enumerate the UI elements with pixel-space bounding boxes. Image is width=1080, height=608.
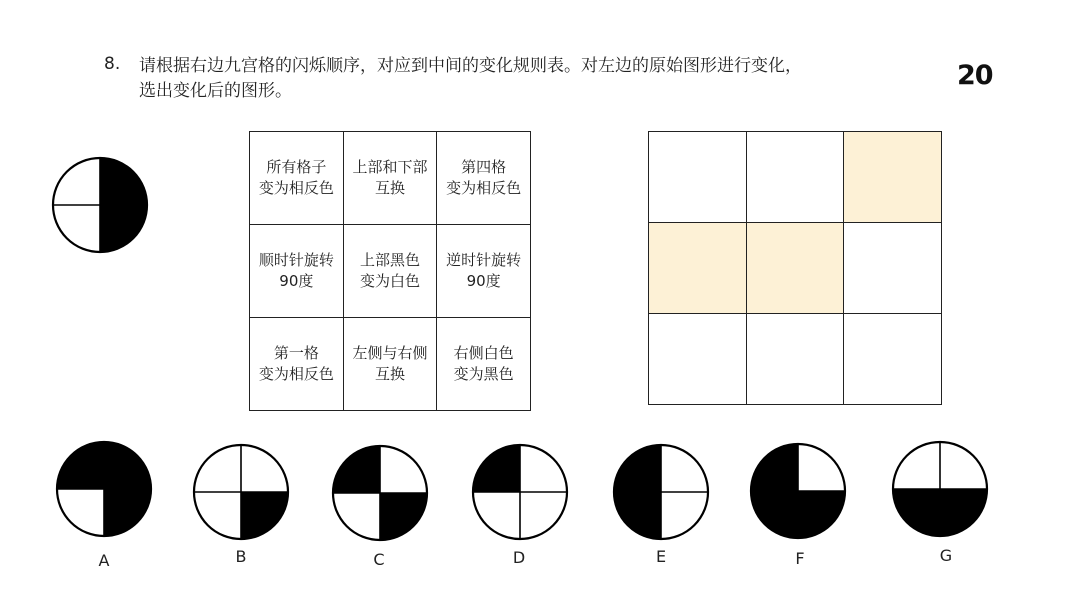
flash-cell	[649, 314, 747, 405]
question-number: 8.	[104, 54, 121, 74]
option-shape-d[interactable]	[470, 442, 570, 542]
option-label-b[interactable]: B	[235, 547, 247, 566]
rule-cell: 顺时针旋转 90度	[250, 225, 344, 318]
rule-cell: 左侧与右侧 互换	[343, 318, 437, 411]
rule-cell: 右侧白色 变为黑色	[437, 318, 531, 411]
rules-row	[250, 132, 531, 225]
flash-cell	[649, 132, 747, 223]
option-label-d[interactable]: D	[512, 548, 526, 567]
rules-row	[250, 318, 531, 411]
rule-cell: 上部黑色 变为白色	[343, 225, 437, 318]
option-label-g[interactable]: G	[939, 546, 953, 565]
option-shape-e[interactable]	[611, 442, 711, 542]
flash-cell	[746, 132, 844, 223]
option-label-f[interactable]: F	[795, 549, 805, 568]
rules-table	[249, 131, 531, 411]
option-label-c[interactable]: C	[373, 550, 385, 569]
flash-cell	[844, 223, 942, 314]
option-shape-c[interactable]	[330, 443, 430, 543]
rule-cell: 第四格 变为相反色	[437, 132, 531, 225]
question-line-1: 请根据右边九宫格的闪烁顺序，对应到中间的变化规则表。对左边的原始图形进行变化，	[139, 56, 802, 76]
flash-cell	[649, 223, 747, 314]
question-text	[139, 54, 939, 104]
flash-cell	[844, 314, 942, 405]
flash-cell	[844, 132, 942, 223]
option-shape-a[interactable]	[54, 439, 154, 539]
option-shape-f[interactable]	[748, 441, 848, 541]
option-shape-b[interactable]	[191, 442, 291, 542]
rule-cell: 第一格 变为相反色	[250, 318, 344, 411]
rules-row	[250, 225, 531, 318]
original-shape	[50, 155, 150, 255]
flash-grid	[648, 131, 942, 405]
rule-cell: 上部和下部 互换	[343, 132, 437, 225]
option-label-e[interactable]: E	[655, 547, 667, 566]
option-shape-g[interactable]	[890, 439, 990, 539]
flash-cell	[746, 314, 844, 405]
rule-cell: 所有格子 变为相反色	[250, 132, 344, 225]
rule-cell: 逆时针旋转 90度	[437, 225, 531, 318]
option-label-a[interactable]: A	[98, 551, 110, 570]
flash-cell	[746, 223, 844, 314]
question-line-2: 选出变化后的图形。	[139, 81, 292, 101]
page-badge: 20	[957, 60, 993, 91]
